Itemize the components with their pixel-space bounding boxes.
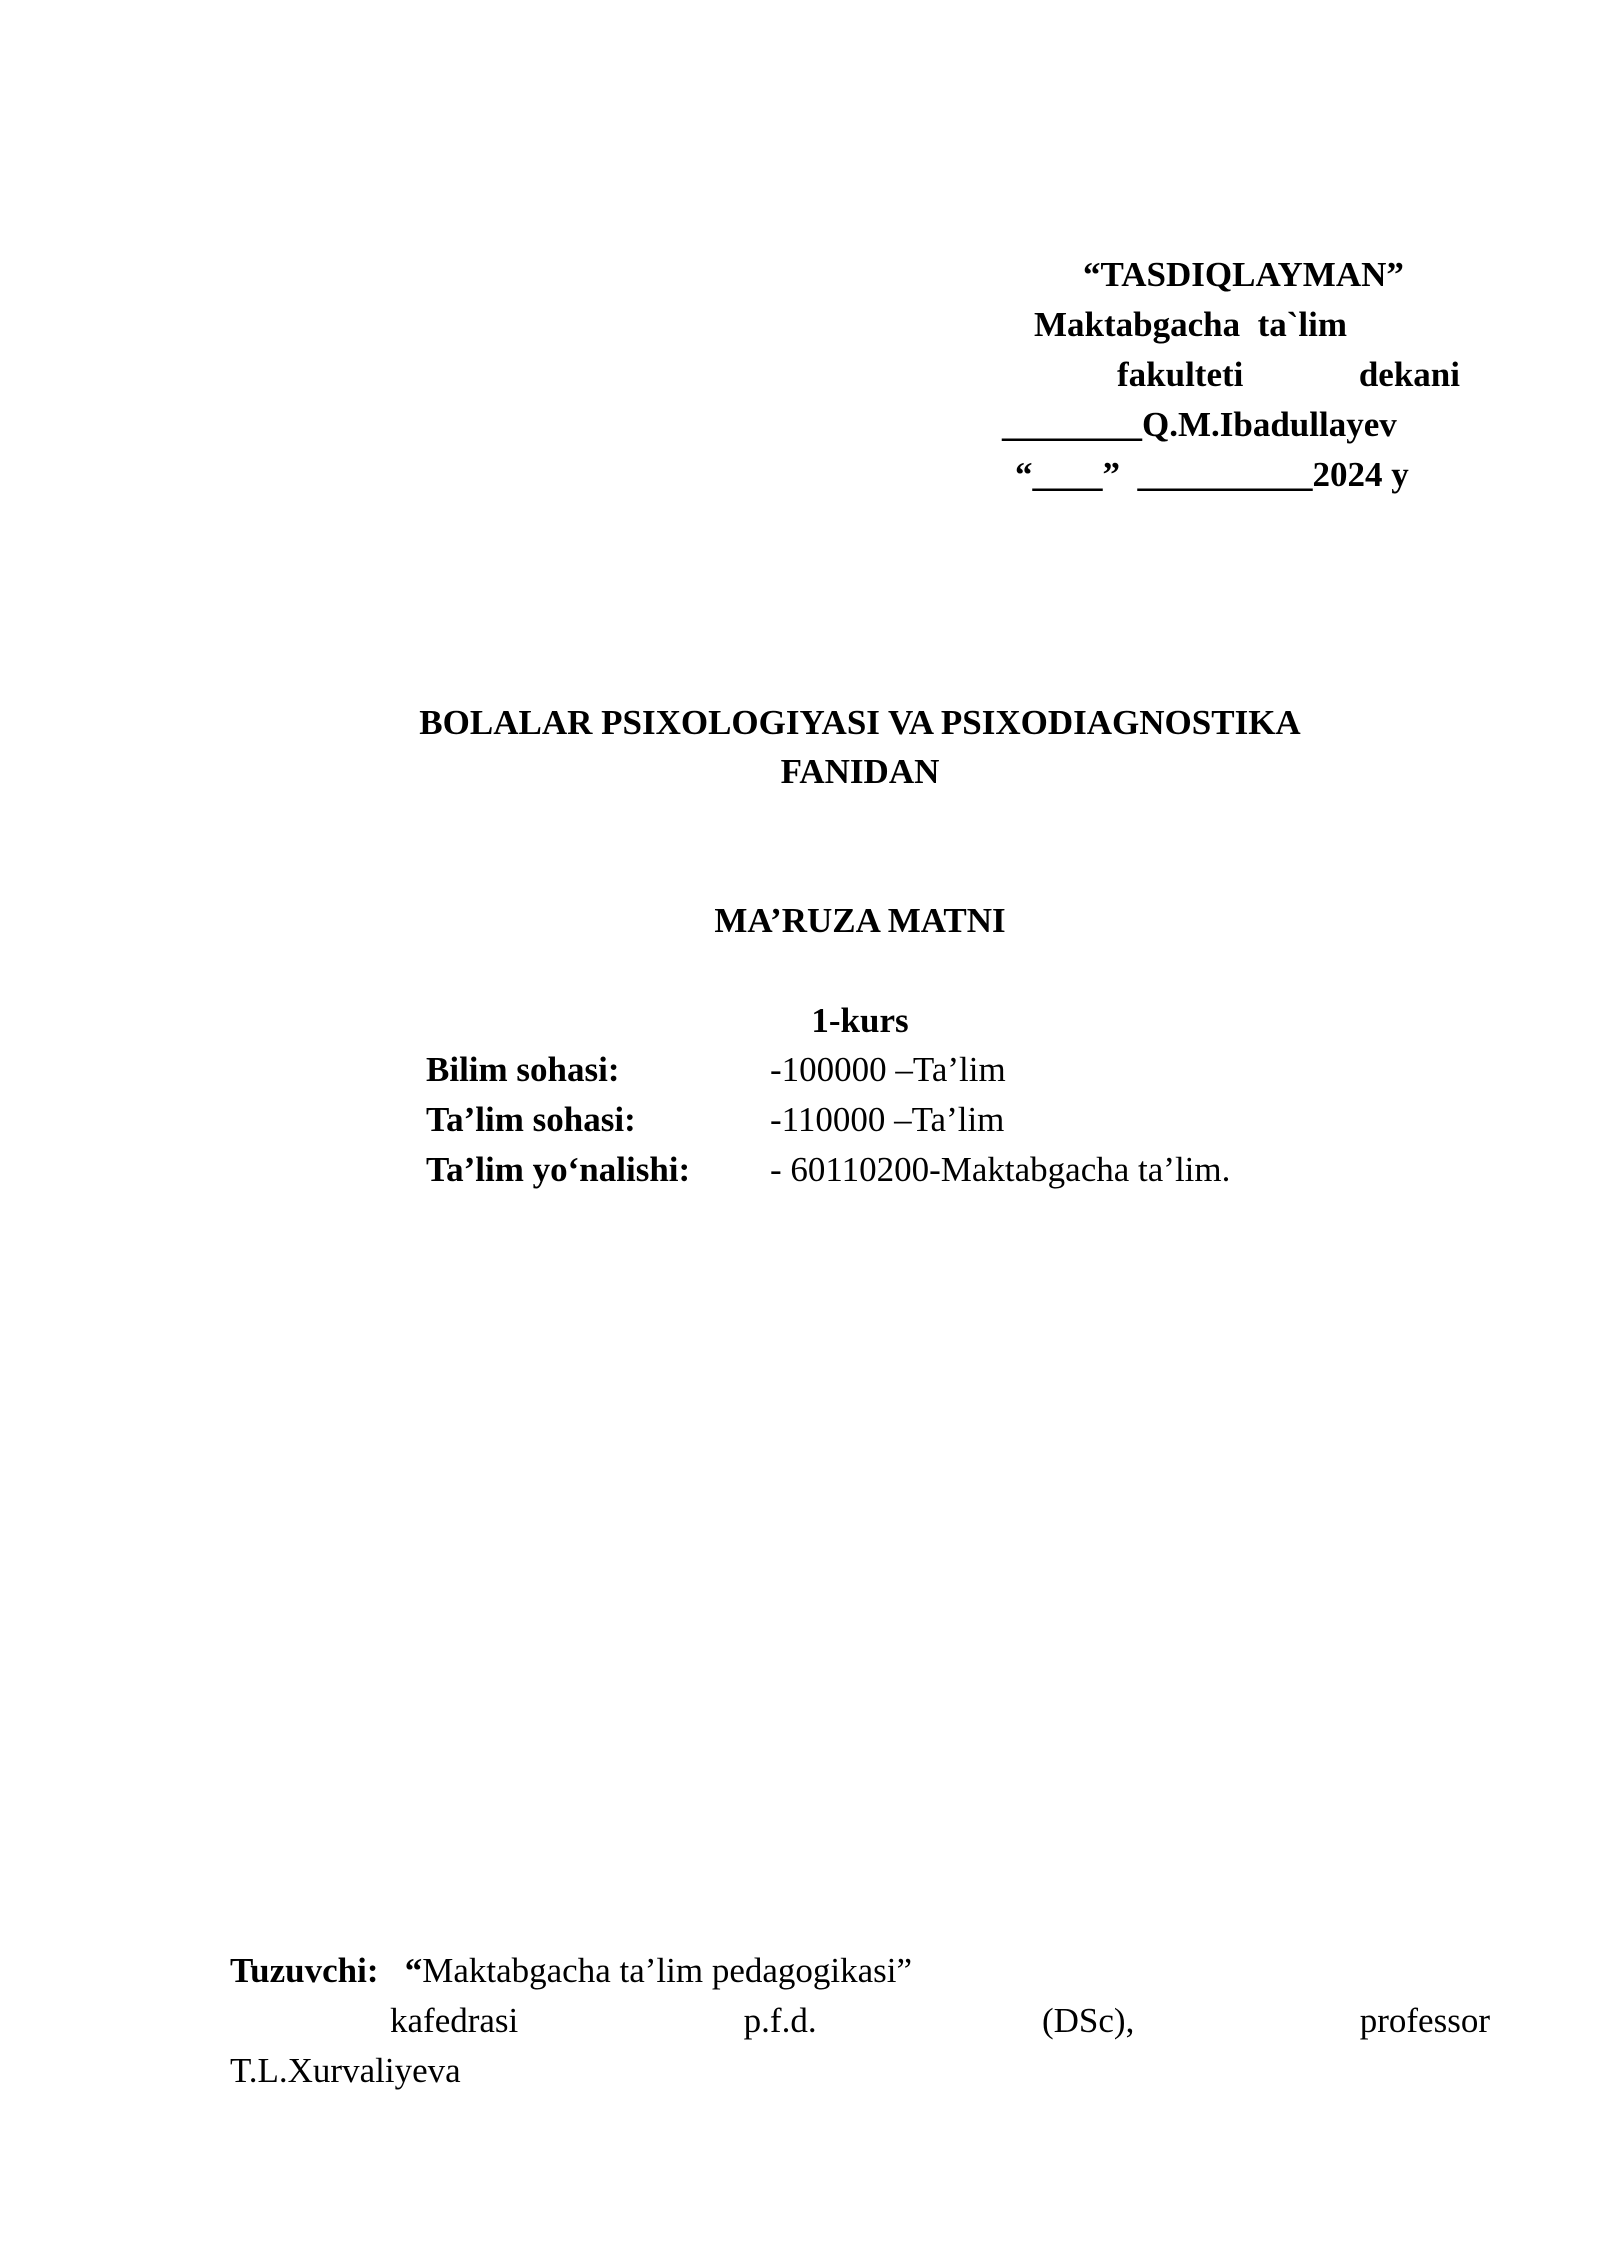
info-row bbox=[426, 1095, 1230, 1145]
approval-faculty: Maktabgacha ta`lim bbox=[1034, 305, 1348, 344]
info-label: Ta’lim yo‘nalishi: bbox=[426, 1150, 691, 1189]
info-table bbox=[426, 1045, 1230, 1195]
approval-signature: ________Q.M.Ibadullayev bbox=[1002, 405, 1397, 444]
author-word-kafedrasi: kafedrasi bbox=[390, 2001, 519, 2040]
approval-position-dean: dekani bbox=[1358, 355, 1460, 394]
author-name: T.L.Xurvaliyeva bbox=[230, 2051, 461, 2090]
info-row bbox=[426, 1145, 1230, 1195]
info-row bbox=[426, 1045, 1230, 1095]
document-title-line2: FANIDAN bbox=[780, 752, 940, 791]
info-value: - 60110200-Maktabgacha ta’lim. bbox=[770, 1150, 1231, 1189]
approval-block bbox=[990, 250, 1460, 500]
author-line2 bbox=[230, 1996, 1490, 2046]
author-block bbox=[230, 1946, 1490, 2096]
approval-position-faculty: fakulteti bbox=[1117, 355, 1244, 394]
author-line1 bbox=[230, 1946, 1490, 1996]
author-quote-open: “ bbox=[404, 1951, 423, 1990]
info-value: -110000 –Ta’lim bbox=[770, 1100, 1005, 1139]
approval-date: “____” __________2024 y bbox=[1015, 455, 1409, 494]
document-title-line1: BOLALAR PSIXOLOGIYASI VA PSIXODIAGNOSTIKA bbox=[419, 703, 1301, 742]
author-word-professor: professor bbox=[1359, 2001, 1490, 2040]
approval-heading: “TASDIQLAYMAN” bbox=[1083, 255, 1404, 294]
author-word-degree: p.f.d. bbox=[743, 2001, 817, 2040]
author-word-dsc: (DSc), bbox=[1041, 2001, 1135, 2040]
document-subtitle: MA’RUZA MATNI bbox=[714, 901, 1006, 940]
approval-position bbox=[990, 350, 1460, 400]
info-label: Bilim sohasi: bbox=[426, 1050, 620, 1089]
info-label: Ta’lim sohasi: bbox=[426, 1100, 636, 1139]
author-department: Maktabgacha ta’lim pedagogikasi” bbox=[422, 1951, 913, 1990]
info-value: -100000 –Ta’lim bbox=[770, 1050, 1006, 1089]
course-label: 1-kurs bbox=[811, 1001, 909, 1040]
author-label: Tuzuvchi: bbox=[230, 1951, 379, 1990]
